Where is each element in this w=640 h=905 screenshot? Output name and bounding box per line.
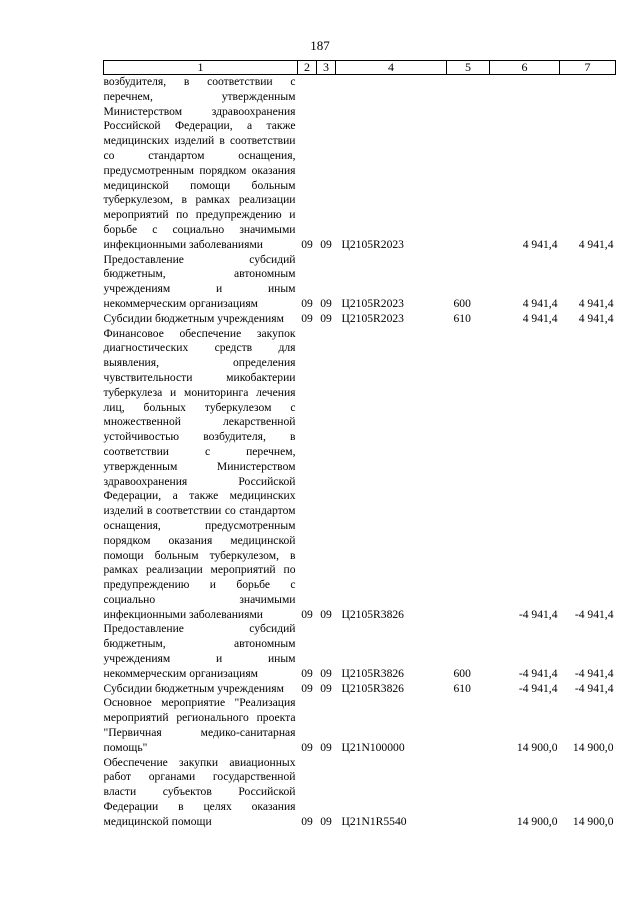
header-col-1: 1 bbox=[104, 61, 298, 75]
row-description: Основное мероприятие "Реализация мероприятий регионального проекта "Первичная медико-санитарная помощь" bbox=[103, 696, 296, 754]
row-section: 09 bbox=[301, 666, 313, 680]
row-expense-type: 600 bbox=[453, 296, 471, 310]
row-target-code: Ц2105R3826 bbox=[341, 681, 404, 695]
row-expense-type: 600 bbox=[453, 666, 471, 680]
row-section: 09 bbox=[301, 296, 313, 310]
header-col-3: 3 bbox=[317, 61, 336, 75]
row-section: 09 bbox=[301, 681, 313, 695]
row-subsection: 09 bbox=[320, 237, 332, 251]
row-expense-type: 610 bbox=[453, 681, 471, 695]
row-amount-1: -4 941,4 bbox=[518, 607, 558, 621]
row-target-code: Ц21N100000 bbox=[341, 740, 405, 754]
row-target-code: Ц2105R2023 bbox=[341, 296, 404, 310]
row-amount-2: 4 941,4 bbox=[578, 237, 614, 251]
row-section: 09 bbox=[301, 607, 313, 621]
row-subsection: 09 bbox=[320, 681, 332, 695]
table-row bbox=[104, 327, 616, 623]
row-subsection: 09 bbox=[320, 740, 332, 754]
row-description: Предоставление субсидий бюджетным, автономным учреждениям и иным некоммерческим организациям bbox=[103, 252, 296, 310]
row-amount-1: -4 941,4 bbox=[518, 681, 558, 695]
table-row bbox=[104, 75, 616, 253]
table-row bbox=[104, 696, 616, 755]
table-row bbox=[104, 622, 616, 681]
row-amount-2: 4 941,4 bbox=[578, 311, 614, 325]
row-amount-2: -4 941,4 bbox=[574, 666, 614, 680]
row-expense-type bbox=[447, 327, 490, 623]
row-subsection: 09 bbox=[320, 666, 332, 680]
row-amount-2: 14 900,0 bbox=[572, 814, 614, 828]
row-section: 09 bbox=[301, 814, 313, 828]
row-expense-type bbox=[447, 756, 490, 830]
row-expense-type bbox=[447, 75, 490, 253]
header-col-5: 5 bbox=[447, 61, 490, 75]
row-description: Субсидии бюджетным учреждениям bbox=[103, 311, 284, 325]
header-col-4: 4 bbox=[336, 61, 447, 75]
row-target-code: Ц2105R2023 bbox=[341, 237, 404, 251]
row-section: 09 bbox=[301, 740, 313, 754]
row-target-code: Ц2105R3826 bbox=[341, 666, 404, 680]
header-row bbox=[104, 61, 616, 75]
row-amount-2: 14 900,0 bbox=[572, 740, 614, 754]
row-amount-1: 4 941,4 bbox=[522, 311, 558, 325]
row-amount-1: 4 941,4 bbox=[522, 296, 558, 310]
row-description: Предоставление субсидий бюджетным, автономным учреждениям и иным некоммерческим организациям bbox=[103, 622, 296, 680]
row-subsection: 09 bbox=[320, 814, 332, 828]
row-target-code: Ц2105R3826 bbox=[341, 607, 404, 621]
row-amount-1: 4 941,4 bbox=[522, 237, 558, 251]
header-col-2: 2 bbox=[298, 61, 317, 75]
row-amount-2: -4 941,4 bbox=[574, 607, 614, 621]
row-subsection: 09 bbox=[320, 607, 332, 621]
table-row bbox=[104, 253, 616, 312]
row-description: Финансовое обеспечение закупок диагностических средств для выявления, определения чувствительности микобактерии туберкулеза и мониторинга лечения лиц, больных туберкулезом с множественной лекарственной устойчивостью возбудителя, в соответствии с перечнем, утвержденным Министерством здравоохранения Российской Федерации, а также медицинских изделий в соответствии со стандартом оснащения, предусмотренным порядком оказания медицинской помощи больным туберкулезом, в рамках реализации мероприятий по предупреждению и борьбе с социально значимыми инфекционными заболеваниями bbox=[103, 326, 296, 621]
row-target-code: Ц2105R2023 bbox=[341, 311, 404, 325]
row-description: Субсидии бюджетным учреждениям bbox=[103, 681, 284, 695]
row-amount-1: 14 900,0 bbox=[516, 740, 558, 754]
row-subsection: 09 bbox=[320, 311, 332, 325]
header-col-6: 6 bbox=[490, 61, 560, 75]
row-amount-2: 4 941,4 bbox=[578, 296, 614, 310]
row-subsection: 09 bbox=[320, 296, 332, 310]
row-expense-type: 610 bbox=[453, 311, 471, 325]
table-row bbox=[104, 312, 616, 327]
row-amount-2: -4 941,4 bbox=[574, 681, 614, 695]
row-section: 09 bbox=[301, 237, 313, 251]
table-row bbox=[104, 756, 616, 830]
row-expense-type bbox=[447, 696, 490, 755]
budget-table bbox=[103, 60, 616, 830]
table-row bbox=[104, 682, 616, 697]
row-amount-1: 14 900,0 bbox=[516, 814, 558, 828]
row-description: возбудителя, в соответствии с перечнем, утвержденным Министерством здравоохранения Российской Федерации, а также медицинских изделий в соответствии со стандартом оснащения, предусмотренным порядком оказания медицинской помощи больным туберкулезом, в рамках реализации мероприятий по предупреждению и борьбе с социально значимыми инфекционными заболеваниями bbox=[103, 75, 296, 251]
header-col-7: 7 bbox=[560, 61, 616, 75]
row-section: 09 bbox=[301, 311, 313, 325]
page-number: 187 bbox=[310, 38, 330, 53]
row-amount-1: -4 941,4 bbox=[518, 666, 558, 680]
row-target-code: Ц21N1R5540 bbox=[341, 814, 407, 828]
row-description: Обеспечение закупки авиационных работ органами государственной власти субъектов Российской Федерации в целях оказания медицинской помощи bbox=[103, 755, 296, 828]
